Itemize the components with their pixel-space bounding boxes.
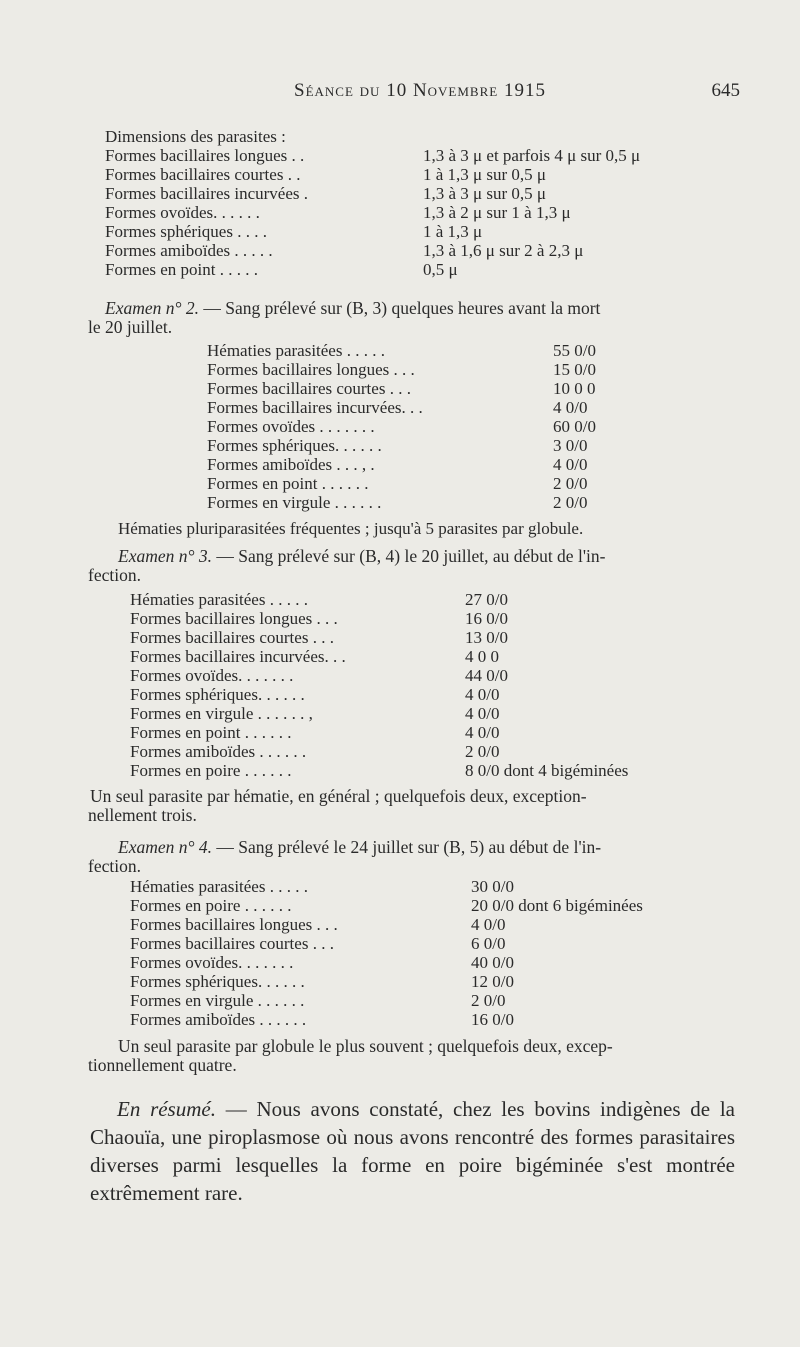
table-row [105, 704, 735, 723]
table-row [105, 398, 735, 417]
row-value: 4 0/0 [465, 685, 500, 704]
row-value: 20 0/0 dont 6 bigéminées [471, 896, 643, 915]
row-value: 1,3 à 3 μ et parfois 4 μ sur 0,5 μ [423, 146, 641, 165]
row-value: 16 0/0 [471, 1010, 514, 1029]
row-label: Formes en poire . . . . . . [130, 896, 292, 915]
row-label: Formes bacillaires longues . . . [130, 609, 338, 628]
row-value: 4 0/0 [553, 398, 588, 417]
exam2-intro-text: — Sang prélevé sur (B, 3) quelques heures avant la mort [199, 298, 601, 318]
row-label: Formes ovoïdes. . . . . . [105, 203, 260, 222]
table-row [105, 455, 735, 474]
dimensions-section [105, 127, 735, 279]
row-label: Formes ovoïdes . . . . . . . [207, 417, 375, 436]
row-label: Formes sphériques . . . . [105, 222, 267, 241]
row-value: 1,3 à 2 μ sur 1 à 1,3 μ [423, 203, 571, 222]
row-value: 4 0 0 [465, 647, 499, 666]
row-value: 60 0/0 [553, 417, 596, 436]
row-value: 8 0/0 dont 4 bigéminées [465, 761, 629, 780]
exam4-intro-text: — Sang prélevé le 24 juillet sur (B, 5) au début de l'in- [212, 837, 602, 857]
row-label: Formes en poire . . . . . . [130, 761, 292, 780]
row-value: 4 0/0 [553, 455, 588, 474]
exam2-note: Hématies pluriparasitées fréquentes ; jusqu'à 5 parasites par globule. [118, 519, 584, 538]
exam3-intro-cont: fection. [88, 565, 141, 585]
row-value: 4 0/0 [465, 723, 500, 742]
exam4-intro [105, 838, 735, 857]
exam3-intro [105, 547, 735, 566]
row-value: 40 0/0 [471, 953, 514, 972]
exam2-intro-cont: le 20 juillet. [88, 317, 173, 337]
page-header [100, 80, 740, 110]
row-value: 44 0/0 [465, 666, 508, 685]
table-row [105, 203, 735, 222]
row-label: Formes bacillaires longues . . . [130, 915, 338, 934]
table-row [105, 723, 735, 742]
row-label: Formes amiboïdes . . . , . [207, 455, 375, 474]
row-label: Formes sphériques. . . . . . [130, 685, 305, 704]
table-row [105, 184, 735, 203]
table-row [105, 379, 735, 398]
row-label: Formes sphériques. . . . . . [207, 436, 382, 455]
table-row [105, 222, 735, 241]
summary-paragraph [90, 1095, 735, 1207]
row-label: Formes ovoïdes. . . . . . . [130, 666, 294, 685]
row-value: 15 0/0 [553, 360, 596, 379]
row-label: Hématies parasitées . . . . . [207, 341, 385, 360]
table-row [105, 934, 735, 953]
table-row [105, 241, 735, 260]
table-row [105, 146, 735, 165]
exam3-table [105, 590, 735, 780]
row-label: Hématies parasitées . . . . . [130, 590, 308, 609]
row-value: 1,3 à 3 μ sur 0,5 μ [423, 184, 547, 203]
row-label: Formes en virgule . . . . . . , [130, 704, 313, 723]
exam3-section [88, 546, 735, 585]
dimensions-heading: Dimensions des parasites : [105, 127, 286, 146]
exam2-label: Examen n° 2. [105, 298, 199, 318]
row-label: Hématies parasitées . . . . . [130, 877, 308, 896]
dimensions-table [105, 146, 735, 279]
table-row [105, 953, 735, 972]
exam4-table [105, 877, 735, 1029]
exam2-section [88, 298, 735, 337]
running-title: Séance du 10 Novembre 1915 [294, 80, 546, 101]
row-value: 1 à 1,3 μ [423, 222, 483, 241]
table-row [105, 915, 735, 934]
exam4-section [88, 837, 735, 876]
exam4-label: Examen n° 4. [118, 837, 212, 857]
row-value: 13 0/0 [465, 628, 508, 647]
row-label: Formes sphériques. . . . . . [130, 972, 305, 991]
row-value: 10 0 0 [553, 379, 596, 398]
row-value: 27 0/0 [465, 590, 508, 609]
table-row [105, 628, 735, 647]
exam4-intro-cont: fection. [88, 856, 141, 876]
row-value: 4 0/0 [465, 704, 500, 723]
table-row [105, 493, 735, 512]
table-row [105, 666, 735, 685]
table-row [105, 417, 735, 436]
table-row [105, 991, 735, 1010]
row-value: 16 0/0 [465, 609, 508, 628]
row-value: 4 0/0 [471, 915, 506, 934]
row-label: Formes en point . . . . . [105, 260, 258, 279]
row-label: Formes amiboïdes . . . . . [105, 241, 273, 260]
exam3-label: Examen n° 3. [118, 546, 212, 566]
table-row [105, 685, 735, 704]
table-row [105, 761, 735, 780]
row-value: 1,3 à 1,6 μ sur 2 à 2,3 μ [423, 241, 584, 260]
table-row [105, 165, 735, 184]
row-label: Formes bacillaires incurvées. . . [207, 398, 423, 417]
row-label: Formes bacillaires courtes . . . [130, 628, 334, 647]
row-label: Formes en virgule . . . . . . [207, 493, 382, 512]
table-row [105, 609, 735, 628]
row-value: 2 0/0 [553, 493, 588, 512]
table-row [105, 341, 735, 360]
row-value: 3 0/0 [553, 436, 588, 455]
row-label: Formes en point . . . . . . [207, 474, 369, 493]
table-row [105, 742, 735, 761]
table-row [105, 877, 735, 896]
table-row [105, 1010, 735, 1029]
row-label: Formes amiboïdes . . . . . . [130, 1010, 307, 1029]
row-label: Formes bacillaires incurvées. . . [130, 647, 346, 666]
row-value: 2 0/0 [465, 742, 500, 761]
row-value: 30 0/0 [471, 877, 514, 896]
row-value: 0,5 μ [423, 260, 458, 279]
table-row [105, 590, 735, 609]
table-row [105, 260, 735, 279]
row-label: Formes bacillaires longues . . [105, 146, 305, 165]
row-label: Formes amiboïdes . . . . . . [130, 742, 307, 761]
row-value: 1 à 1,3 μ sur 0,5 μ [423, 165, 547, 184]
exam4-note: Un seul parasite par globule le plus souvent ; quelquefois deux, excep- tionnellement quatre. [88, 1036, 613, 1075]
exam2-table [105, 341, 735, 512]
row-value: 55 0/0 [553, 341, 596, 360]
exam2-intro [105, 299, 735, 318]
summary-lead: En résumé. [117, 1097, 216, 1121]
row-value: 12 0/0 [471, 972, 514, 991]
row-value: 6 0/0 [471, 934, 506, 953]
table-row [105, 360, 735, 379]
row-label: Formes bacillaires incurvées . [105, 184, 308, 203]
row-label: Formes bacillaires courtes . . [105, 165, 301, 184]
page-number: 645 [711, 80, 740, 101]
table-row [105, 474, 735, 493]
row-label: Formes en virgule . . . . . . [130, 991, 305, 1010]
table-row [105, 972, 735, 991]
row-value: 2 0/0 [553, 474, 588, 493]
row-label: Formes bacillaires courtes . . . [130, 934, 334, 953]
row-label: Formes bacillaires longues . . . [207, 360, 415, 379]
row-label: Formes en point . . . . . . [130, 723, 292, 742]
table-row [105, 896, 735, 915]
exam3-intro-text: — Sang prélevé sur (B, 4) le 20 juillet, au début de l'in- [212, 546, 606, 566]
exam3-note: Un seul parasite par hématie, en général ; quelquefois deux, exception- nellement trois. [88, 786, 587, 825]
table-row [105, 647, 735, 666]
row-label: Formes ovoïdes. . . . . . . [130, 953, 294, 972]
row-value: 2 0/0 [471, 991, 506, 1010]
row-label: Formes bacillaires courtes . . . [207, 379, 411, 398]
summary-text: — Nous avons constaté, chez les bovins indigènes de la Chaouïa, une piroplasmose où nous avons rencontré des formes parasitaires diverses parmi lesquelles la forme en poire bigéminée s'est montrée extrêmement rare. [90, 1097, 735, 1205]
table-row [105, 436, 735, 455]
